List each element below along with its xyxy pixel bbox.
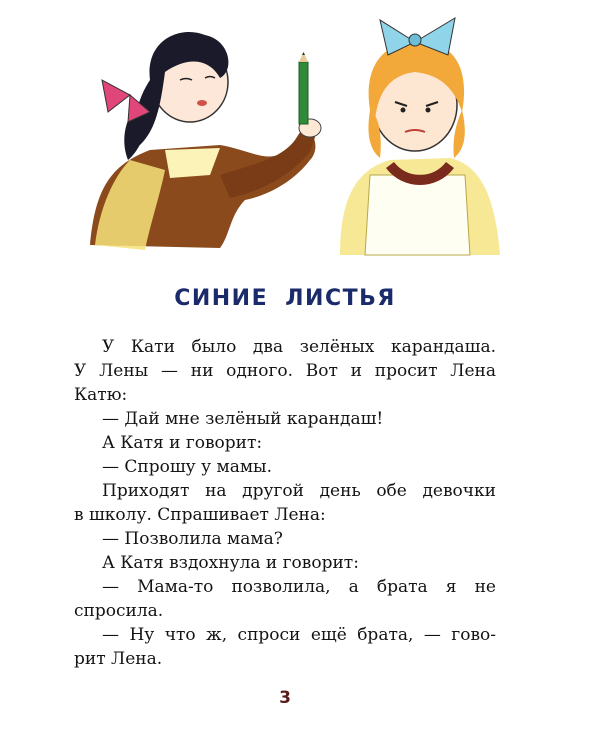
story-line: — Позволила мама? (102, 529, 283, 549)
story-line: в школу. Спрашивает Лена: (74, 505, 326, 525)
story-line: — Дай мне зелёный карандаш! (102, 409, 384, 429)
story-text (74, 335, 496, 671)
green-pencil-icon (299, 52, 308, 124)
girl-with-blue-bow-icon (340, 18, 500, 255)
story-line: — Мама-то позволила, а брата я не (102, 577, 496, 597)
story-line: — Ну что ж, спроси ещё брата, — гово- (102, 625, 496, 645)
story-title: СИНИЕ ЛИСТЬЯ (174, 286, 396, 311)
story-line: У Кати было два зелёных карандаша. (102, 337, 496, 357)
page-number: 3 (279, 688, 291, 708)
story-line: спросила. (74, 601, 164, 621)
story-line: А Катя вздохнула и говорит: (102, 553, 359, 573)
story-line: рит Лена. (74, 649, 163, 669)
story-line: У Лены — ни одного. Вот и просит Лена (74, 361, 496, 381)
story-line: Катю: (74, 385, 128, 405)
story-line: — Спрошу у мамы. (102, 457, 272, 477)
story-line: А Катя и говорит: (102, 433, 263, 453)
girl-with-pink-bow-icon (90, 32, 321, 250)
illustration-two-girls (70, 0, 510, 262)
story-line: Приходят на другой день обе девочки (102, 481, 496, 501)
